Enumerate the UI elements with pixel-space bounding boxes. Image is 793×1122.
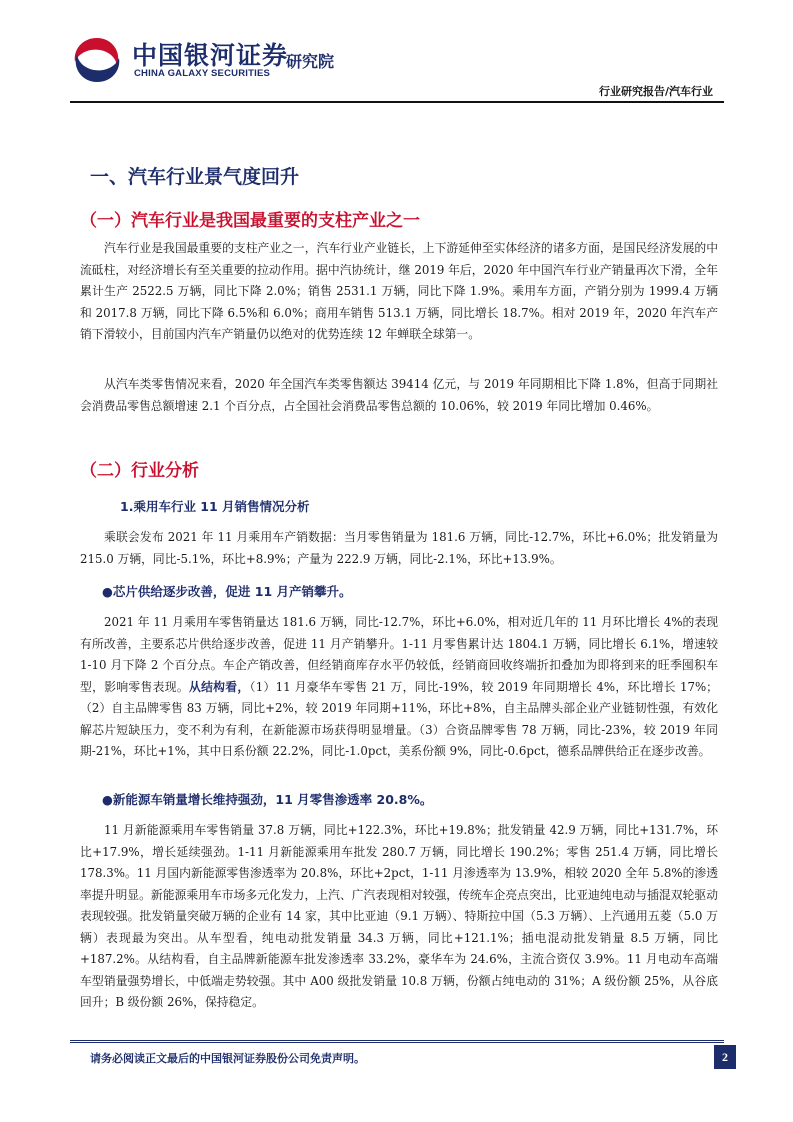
bullet-nev-growth: ●新能源车销量增长维持强劲，11 月零售渗透率 20.8%。 — [102, 792, 433, 807]
logo-english-name: CHINA GALAXY SECURITIES — [134, 68, 271, 79]
item-title-november-sales: 1.乘用车行业 11 月销售情况分析 — [120, 499, 310, 514]
section-title: 一、汽车行业景气度回升 — [90, 166, 300, 188]
report-category: 行业研究报告/汽车行业 — [598, 85, 713, 98]
paragraph-retail-text-b: （1）11 月豪华车零售 21 万，同比-19%，较 2019 年同期增长 4%，环比增长 17%；（2）自主品牌零售 83 万辆，同比+2%，较 2019 年同期+11%，环比+8%，自主品牌头部企业产业链韧性强，有效化解芯片短缺压力，变不利为有利，在新能源市场获得明显增量。（3）合资品牌零售 78 万辆，同比-23%，较 2019 年同期-21%，环比+1%，其中日系份额 22.2%，同比-1.0pct，美系份额 9%，同比-0.6pct，德系品牌供给正在逐步改善。 — [80, 679, 718, 758]
page-header — [0, 0, 793, 105]
footer-divider-secondary — [70, 1042, 724, 1043]
paragraph-industry-overview: 汽车行业是我国最重要的支柱产业之一，汽车行业产业链长，上下游延伸至实体经济的诸多方面，是国民经济发展的中流砥柱，对经济增长有至关重要的拉动作用。据中汽协统计，继 2019 年后，2020 年中国汽车行业产销量再次下滑，全年累计生产 2522.5 万辆，同比下降 2.0%；销售 2531.1 万辆，同比下降 1.9%。乘用车方面，产销分别为 1999.4 万辆和 2017.8 万辆，同比下降 6.5%和 6.0%；商用车销售 513.1 万辆，同比增长 18.7%。相对 2019 年，2020 年汽车产销下滑较小，目前国内汽车产销量仍以绝对的优势连续 12 年蝉联全球第一。 — [80, 241, 718, 341]
paragraph-structure-label: 从结构看， — [188, 679, 250, 694]
subsection-title-1: （一）汽车行业是我国最重要的支柱产业之一 — [80, 211, 420, 231]
institute-name: 研究院 — [286, 52, 335, 71]
paragraph-passenger-retail — [80, 612, 718, 763]
footer-disclaimer: 请务必阅读正文最后的中国银河证券股份公司免责声明。 — [90, 1052, 365, 1065]
bullet-chip-supply: ●芯片供给逐步改善，促进 11 月产销攀升。 — [102, 584, 352, 599]
footer-divider — [70, 1040, 724, 1041]
paragraph-cpca-data: 乘联会发布 2021 年 11 月乘用车产销数据：当月零售销量为 181.6 万辆，同比-12.7%，环比+6.0%；批发销量为 215.0 万辆，同比-5.1%，环比+8.9%；产量为 222.9 万辆，同比-2.1%，环比+13.9%。 — [80, 530, 718, 566]
paragraph-retail-text-a: 2021 年 11 月乘用车零售销量达 181.6 万辆，同比-12.7%，环比+6.0%，相对近几年的 11 月环比增长 4%的表现有所改善，主要系芯片供给逐步改善，促进 11 月产销攀升。1-11 月零售累计达 1804.1 万辆，同比增长 6.1%，增速较 1-10 月下降 2 个百分点。车企产销改善，但经销商库存水平仍较低，经销商回收终端折扣叠加为即将到来的旺季囤积车型，影响零售表现。 — [80, 615, 718, 694]
header-divider — [70, 101, 724, 103]
page-number: 2 — [714, 1045, 736, 1069]
subsection-title-2: （二）行业分析 — [80, 461, 199, 481]
galaxy-logo-icon — [70, 34, 124, 86]
logo-chinese-name: 中国银河证券 — [132, 41, 289, 70]
paragraph-nev-sales: 11 月新能源乘用车零售销量 37.8 万辆，同比+122.3%，环比+19.8%；批发销量 42.9 万辆，同比+131.7%，环比+17.9%，增长延续强劲。1-11 月新能源乘用车批发 280.7 万辆，同比增长 190.2%；零售 251.4 万辆，同比增长 178.3%。11 月国内新能源零售渗透率为 20.8%，环比+2pct，1-11 月渗透率为 13.9%，相较 2020 全年 5.8%的渗透率提升明显。新能源乘用车市场多元化发力，上汽、广汽表现相对较强，传统车企亮点突出，比亚迪纯电动与插混双轮驱动表现较强。批发销量突破万辆的企业有 14 家，其中比亚迪（9.1 万辆）、特斯拉中国（5.3 万辆）、上汽通用五菱（5.0 万辆）表现最为突出。从车型看，纯电动批发销量 34.3 万辆，同比+121.1%；插电混动批发销量 8.5 万辆，同比+187.2%。从结构看，自主品牌新能源车批发渗透率 33.2%，豪华车为 24.6%，主流合资仅 3.9%。11 月电动车高端车型销量强势增长，中低端走势较强。其中 A00 级批发销量 10.8 万辆，份额占纯电动的 31%；A 级份额 25%，从谷底回升；B 级份额 26%，保持稳定。 — [80, 823, 718, 1009]
paragraph-retail-sales: 从汽车类零售情况来看，2020 年全国汽车类零售额达 39414 亿元，与 2019 年同期相比下降 1.8%，但高于同期社会消费品零售总额增速 2.1 个百分点，占全国社会消费品零售总额的 10.06%，较 2019 年同比增加 0.46%。 — [80, 377, 718, 413]
